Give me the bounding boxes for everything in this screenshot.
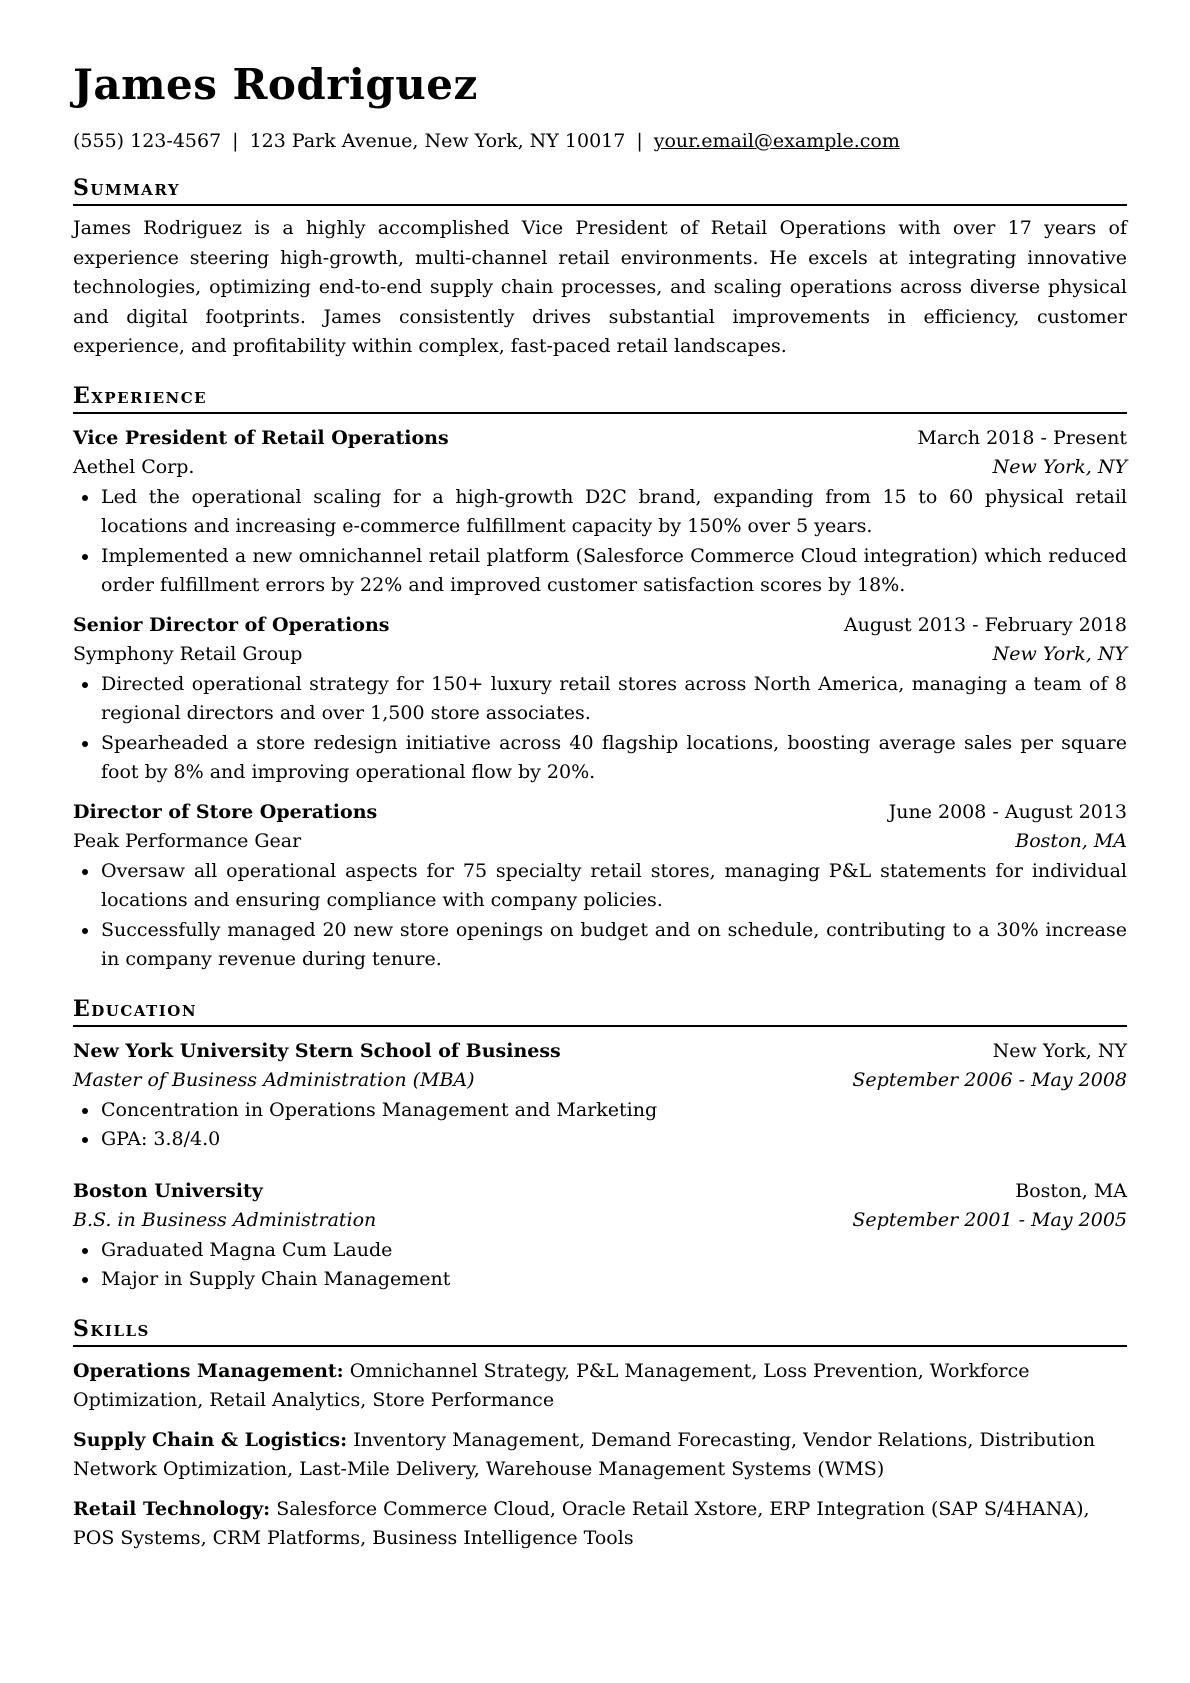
phone-number: (555) 123-4567 bbox=[73, 130, 222, 152]
list-item bbox=[73, 542, 1127, 601]
bullet-text: Led the operational scaling for a high-growth D2C brand, expanding from 15 to 60 physical retail locations and increasing e-commerce fulfillment capacity by 150% over 5 years. bbox=[101, 485, 1127, 537]
job-entry bbox=[73, 611, 1127, 788]
job-company-row bbox=[73, 453, 1127, 483]
list-item bbox=[73, 916, 1127, 975]
skill-group bbox=[73, 1426, 1127, 1485]
job-entry bbox=[73, 424, 1127, 601]
list-item bbox=[73, 729, 1127, 788]
education-bullets bbox=[73, 1236, 1127, 1295]
address: 123 Park Avenue, New York, NY 10017 bbox=[249, 130, 626, 152]
bullet-icon bbox=[82, 682, 88, 688]
list-item bbox=[73, 857, 1127, 916]
bullet-text: Concentration in Operations Management and Marketing bbox=[101, 1098, 658, 1121]
bullet-icon bbox=[82, 869, 88, 875]
skill-group bbox=[73, 1495, 1127, 1554]
bullet-text: Implemented a new omnichannel retail platform (Salesforce Commerce Cloud integration) which reduced order fulfillment errors by 22% and improved customer satisfaction scores by 18%. bbox=[101, 544, 1127, 596]
job-title: Director of Store Operations bbox=[73, 800, 378, 823]
education-dates: September 2006 - May 2008 bbox=[852, 1069, 1127, 1091]
list-item bbox=[73, 483, 1127, 542]
skills-section bbox=[73, 1315, 1127, 1554]
job-title: Senior Director of Operations bbox=[73, 613, 390, 636]
list-item bbox=[73, 1265, 1127, 1295]
bullet-text: Successfully managed 20 new store openings on budget and on schedule, contributing to a 30% increase in company revenue during tenure. bbox=[101, 918, 1127, 970]
skill-group bbox=[73, 1357, 1127, 1416]
bullet-icon bbox=[82, 741, 88, 747]
job-dates: August 2013 - February 2018 bbox=[843, 613, 1127, 636]
bullet-icon bbox=[82, 495, 88, 501]
school-location: Boston, MA bbox=[1015, 1179, 1127, 1202]
bullet-text: GPA: 3.8/4.0 bbox=[101, 1128, 221, 1150]
degree-name: Master of Business Administration (MBA) bbox=[73, 1069, 475, 1091]
list-item bbox=[73, 1236, 1127, 1266]
job-dates: June 2008 - August 2013 bbox=[888, 800, 1127, 823]
skill-group-items: Inventory Management, Demand Forecasting, Vendor Relations, Distribution Network Optimization, Last-Mile Delivery, Warehouse Management Systems (WMS) bbox=[73, 1428, 1096, 1480]
candidate-name: James Rodriguez bbox=[73, 60, 478, 109]
company-name: Symphony Retail Group bbox=[73, 643, 303, 665]
bullet-icon bbox=[82, 1248, 88, 1254]
education-section bbox=[73, 995, 1127, 1295]
section-title-education: Education bbox=[73, 995, 1127, 1027]
education-entry bbox=[73, 1177, 1127, 1295]
bullet-icon bbox=[82, 1108, 88, 1114]
job-title: Vice President of Retail Operations bbox=[73, 426, 449, 449]
job-company-row bbox=[73, 640, 1127, 670]
bullet-text: Spearheaded a store redesign initiative across 40 flagship locations, boosting average sales per square foot by 8% and improving operational flow by 20%. bbox=[101, 731, 1127, 783]
job-header-row bbox=[73, 424, 1127, 454]
section-title-experience: Experience bbox=[73, 382, 1127, 414]
skill-group-label: Supply Chain & Logistics: bbox=[73, 1428, 348, 1451]
education-dates: September 2001 - May 2005 bbox=[852, 1209, 1127, 1231]
job-bullets bbox=[73, 483, 1127, 601]
company-name: Peak Performance Gear bbox=[73, 830, 302, 852]
list-item bbox=[73, 1125, 1127, 1155]
bullet-text: Oversaw all operational aspects for 75 specialty retail stores, managing P&L statements for individual locations and ensuring compliance with company policies. bbox=[101, 859, 1127, 911]
skill-group-items: Omnichannel Strategy, P&L Management, Loss Prevention, Workforce Optimization, Retail Analytics, Store Performance bbox=[73, 1359, 1030, 1411]
summary-text: James Rodriguez is a highly accomplished Vice President of Retail Operations with over 17 years of experience steering high-growth, multi-channel retail environments. He excels at integrating innovative technologies, optimizing end-to-end supply chain processes, and scaling operations across diverse physical and digital footprints. James consistently drives substantial improvements in efficiency, customer experience, and profitability within complex, fast-paced retail landscapes. bbox=[73, 217, 1127, 357]
bullet-text: Major in Supply Chain Management bbox=[101, 1268, 451, 1290]
job-bullets bbox=[73, 670, 1127, 788]
job-bullets bbox=[73, 857, 1127, 975]
job-location: New York, NY bbox=[992, 643, 1127, 665]
bullet-text: Graduated Magna Cum Laude bbox=[101, 1238, 393, 1261]
job-header-row bbox=[73, 798, 1127, 828]
education-entry bbox=[73, 1037, 1127, 1155]
list-item bbox=[73, 1096, 1127, 1126]
bullet-icon bbox=[82, 554, 88, 560]
contact-separator: | bbox=[232, 130, 239, 152]
bullet-icon bbox=[82, 928, 88, 934]
job-location: Boston, MA bbox=[1015, 830, 1127, 852]
job-entry bbox=[73, 798, 1127, 975]
school-header-row bbox=[73, 1177, 1127, 1207]
company-name: Aethel Corp. bbox=[73, 456, 195, 478]
school-name: New York University Stern School of Business bbox=[73, 1039, 561, 1062]
degree-name: B.S. in Business Administration bbox=[73, 1209, 377, 1231]
education-bullets bbox=[73, 1096, 1127, 1155]
bullet-text: Directed operational strategy for 150+ luxury retail stores across North America, managing a team of 8 regional directors and over 1,500 store associates. bbox=[101, 672, 1127, 724]
skill-group-label: Retail Technology: bbox=[73, 1497, 271, 1520]
degree-row bbox=[73, 1206, 1127, 1236]
job-company-row bbox=[73, 827, 1127, 857]
skill-group-label: Operations Management: bbox=[73, 1359, 344, 1382]
skill-group-items: Salesforce Commerce Cloud, Oracle Retail Xstore, ERP Integration (SAP S/4HANA), POS Systems, CRM Platforms, Business Intelligence Tools bbox=[73, 1497, 1090, 1549]
contact-separator: | bbox=[636, 130, 643, 152]
resume-content bbox=[73, 60, 1127, 1554]
bullet-icon bbox=[82, 1277, 88, 1283]
school-name: Boston University bbox=[73, 1179, 263, 1202]
section-title-skills: Skills bbox=[73, 1315, 1127, 1347]
section-title-summary: Summary bbox=[73, 174, 1127, 206]
school-header-row bbox=[73, 1037, 1127, 1067]
school-location: New York, NY bbox=[992, 1039, 1127, 1062]
degree-row bbox=[73, 1066, 1127, 1096]
experience-section bbox=[73, 382, 1127, 975]
job-location: New York, NY bbox=[992, 456, 1127, 478]
bullet-icon bbox=[82, 1137, 88, 1143]
email-link[interactable]: your.email@example.com bbox=[653, 130, 900, 152]
summary-section bbox=[73, 174, 1127, 362]
job-dates: March 2018 - Present bbox=[917, 426, 1127, 449]
list-item bbox=[73, 670, 1127, 729]
contact-line bbox=[73, 128, 1127, 154]
job-header-row bbox=[73, 611, 1127, 641]
